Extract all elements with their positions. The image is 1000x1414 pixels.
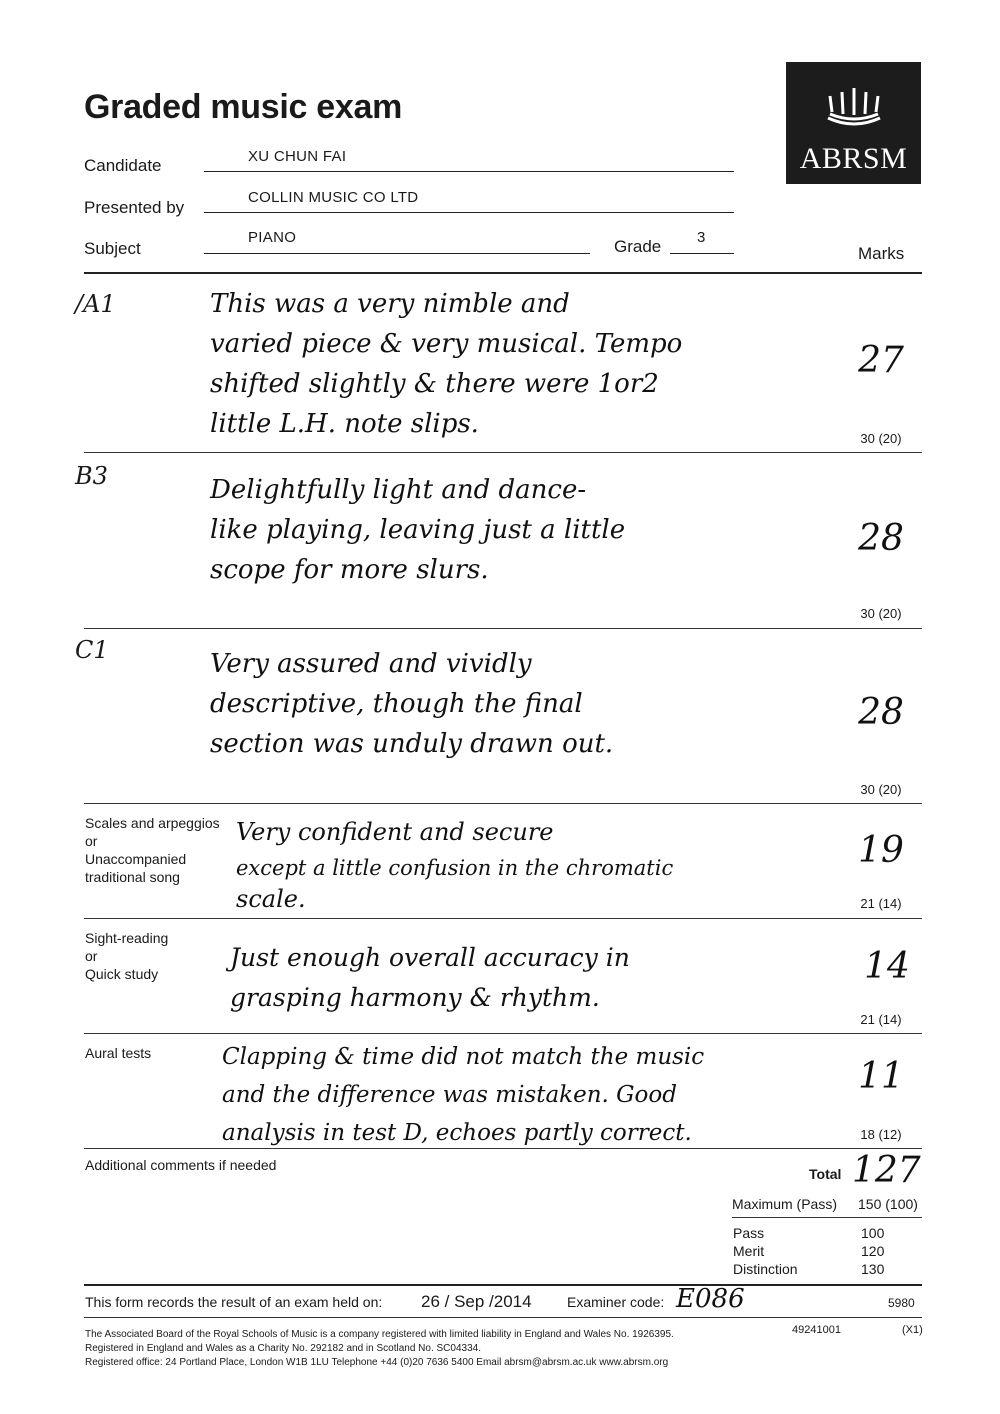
total-value: 127 [852, 1150, 921, 1191]
comment-line: scope for more slurs. [210, 555, 489, 585]
label-line: Unaccompanied [85, 851, 187, 867]
max-aural: 18 (12) [860, 1127, 902, 1142]
footer-thin-divider [84, 1317, 922, 1318]
mark-b3: 28 [858, 518, 904, 559]
section-divider [84, 628, 922, 629]
mark-scales: 19 [858, 830, 904, 871]
presented-by-value: COLLIN MUSIC CO LTD [248, 189, 419, 206]
grade-value: 3 [697, 229, 706, 246]
comment-line: descriptive, though the final [210, 689, 583, 719]
candidate-value: XU CHUN FAI [248, 148, 347, 165]
legal-line: The Associated Board of the Royal Schools of Music is a company registered with limited liability in England and Wales No. 1926395. [85, 1329, 674, 1340]
comment-line: Just enough overall accuracy in [230, 943, 630, 972]
examiner-code-label: Examiner code: [567, 1294, 665, 1310]
comment-line: Clapping & time did not match the music [222, 1044, 705, 1070]
exam-record-label: This form records the result of an exam held on: [85, 1294, 383, 1310]
max-scales: 21 (14) [860, 896, 902, 911]
logo-text: ABRSM [799, 142, 908, 175]
comment-line: and the difference was mistaken. Good [222, 1082, 677, 1108]
section-divider [84, 1033, 922, 1034]
grade-label: Grade [614, 237, 662, 256]
comment-c1 [210, 644, 850, 764]
comment-sight-reading [230, 938, 870, 1018]
comment-line: section was unduly drawn out. [210, 729, 614, 759]
mark-a1: 27 [858, 340, 904, 381]
comment-line: Delightfully light and dance- [210, 475, 587, 505]
grade-underline [670, 253, 734, 254]
examiner-code: E086 [676, 1284, 745, 1314]
mark-aural: 11 [858, 1056, 904, 1097]
maximum-value: 150 (100) [858, 1196, 918, 1212]
distinction-label: Distinction [733, 1261, 798, 1277]
subject-label: Subject [84, 239, 141, 258]
aural-tests-label [85, 1044, 151, 1062]
subject-value: PIANO [248, 229, 297, 246]
comment-line: little L.H. note slips. [210, 409, 479, 439]
presented-by-label: Presented by [84, 198, 185, 217]
comment-line: shifted slightly & there were 1or2 [210, 369, 659, 399]
max-b3: 30 (20) [860, 606, 902, 621]
piece-label-a1: /A1 [75, 290, 116, 318]
section-divider [84, 452, 922, 453]
merit-value: 120 [861, 1243, 885, 1259]
header-divider [84, 272, 922, 274]
comment-aural [222, 1038, 852, 1152]
maximum-divider [732, 1217, 922, 1218]
crown-icon [822, 84, 886, 130]
presented-by-underline [204, 212, 734, 213]
distinction-value: 130 [861, 1261, 885, 1277]
additional-comments-label: Additional comments if needed [85, 1157, 277, 1173]
mark-c1: 28 [858, 692, 904, 733]
legal-text [85, 1328, 765, 1370]
piece-label-c1: C1 [75, 636, 109, 664]
label-line: Quick study [85, 966, 159, 982]
comment-a1 [210, 284, 850, 444]
marks-label: Marks [858, 244, 905, 263]
candidate-label: Candidate [84, 156, 162, 175]
comment-b3 [210, 470, 850, 590]
comment-scales [236, 814, 876, 912]
comment-line: This was a very nimble and [210, 289, 570, 319]
legal-line: Registered in England and Wales as a Charity No. 292182 and in Scotland No. SC04334. [85, 1343, 481, 1354]
max-sight-reading: 21 (14) [860, 1012, 902, 1027]
comment-line: except a little confusion in the chromatic [236, 856, 674, 880]
label-line: Sight-reading [85, 930, 169, 946]
comment-line: varied piece & very musical. Tempo [210, 329, 683, 359]
exam-date: 26 / Sep /2014 [421, 1292, 532, 1311]
pass-value: 100 [861, 1225, 885, 1241]
page-title: Graded music exam [84, 88, 403, 126]
comment-line: Very assured and vividly [210, 649, 532, 679]
legal-line: Registered office: 24 Portland Place, London W1B 1LU Telephone +44 (0)20 7636 5400 Email abrsm@abrsm.ac.uk www.abrsm.org [85, 1357, 669, 1368]
label-line: Scales and arpeggios [85, 815, 220, 831]
footer-divider [84, 1284, 922, 1286]
abrsm-logo [786, 62, 921, 184]
comment-line: scale. [236, 885, 306, 913]
mark-sight-reading: 14 [864, 946, 910, 987]
label-line: traditional song [85, 869, 180, 885]
comment-line: grasping harmony & rhythm. [230, 983, 600, 1012]
form-number: 5980 [888, 1296, 915, 1310]
comment-line: analysis in test D, echoes partly correct. [222, 1120, 692, 1146]
copy-code: (X1) [902, 1324, 923, 1336]
section-divider [84, 803, 922, 804]
label-line: or [85, 948, 98, 964]
pass-label: Pass [733, 1225, 765, 1241]
maximum-label: Maximum (Pass) [732, 1196, 838, 1212]
section-divider [84, 918, 922, 919]
subject-underline [204, 253, 590, 254]
max-a1: 30 (20) [860, 431, 902, 446]
total-label: Total [809, 1166, 842, 1182]
comment-line: like playing, leaving just a little [210, 515, 626, 545]
candidate-underline [204, 171, 734, 172]
max-c1: 30 (20) [860, 782, 902, 797]
comment-line: Very confident and secure [236, 818, 554, 846]
scales-label [85, 814, 220, 886]
reference-number: 49241001 [792, 1324, 841, 1336]
label-line: Aural tests [85, 1045, 152, 1061]
label-line: or [85, 833, 98, 849]
sight-reading-label [85, 929, 168, 983]
section-divider [84, 1148, 922, 1149]
merit-label: Merit [733, 1243, 765, 1259]
piece-label-b3: B3 [75, 462, 108, 490]
